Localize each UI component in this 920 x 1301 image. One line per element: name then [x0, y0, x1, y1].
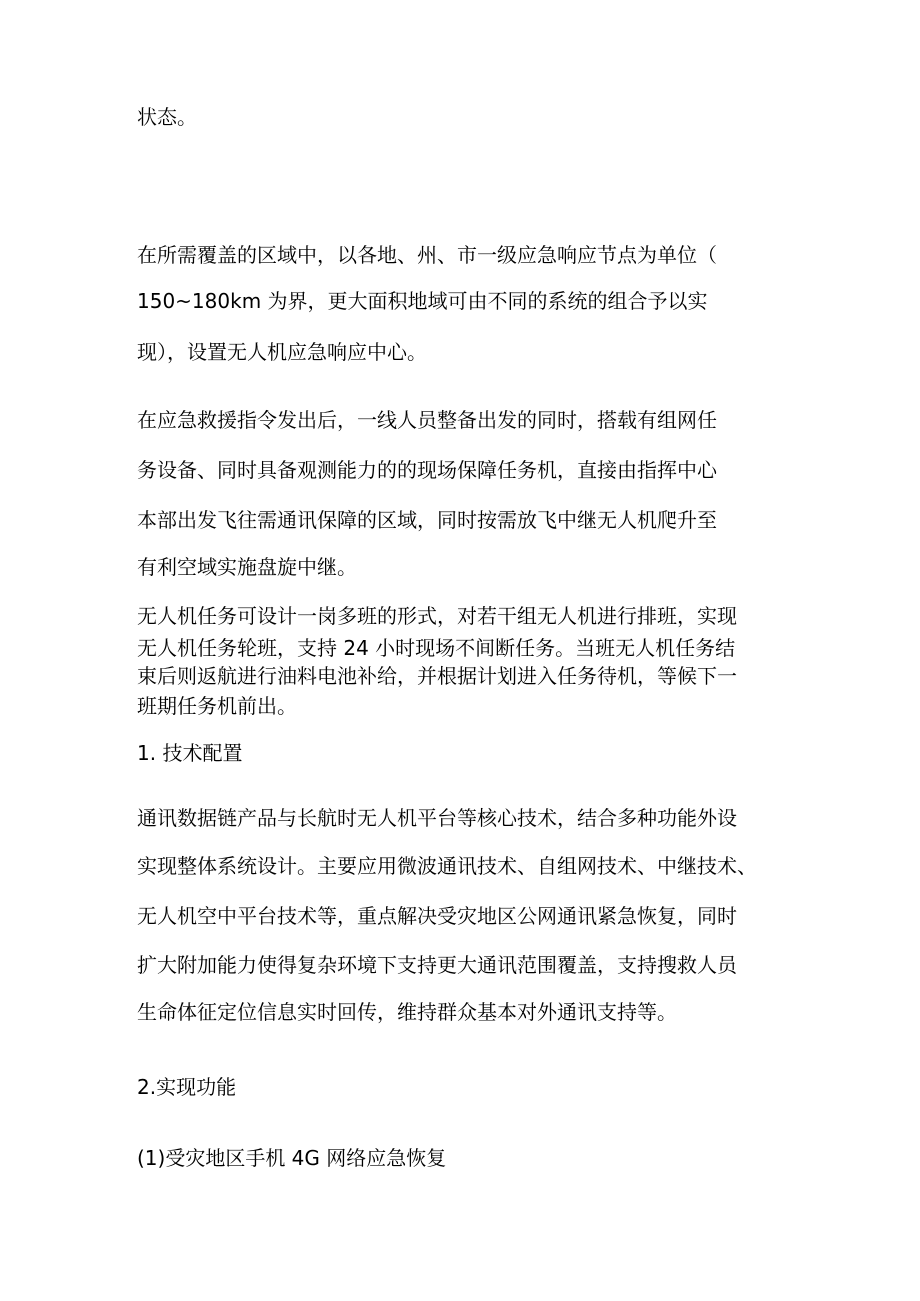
- paragraph-line: 无人机任务可设计一岗多班的形式，对若干组无人机进行排班，实现: [137, 604, 737, 628]
- paragraph-line: 本部出发飞往需通讯保障的区域，同时按需放飞中继无人机爬升至: [137, 508, 717, 532]
- paragraph-line: 在所需覆盖的区域中，以各地、州、市一级应急响应节点为单位（: [137, 243, 717, 267]
- paragraph-line: 有利空域实施盘旋中继。: [137, 555, 357, 579]
- paragraph-line: 150~180km 为界，更大面积地域可由不同的系统的组合予以实: [137, 289, 708, 313]
- section-heading: 2.实现功能: [137, 1075, 237, 1099]
- paragraph-line: 扩大附加能力使得复杂环境下支持更大通讯范围覆盖，支持搜救人员: [137, 953, 737, 977]
- paragraph-line: 务设备、同时具备观测能力的的现场保障任务机，直接由指挥中心: [137, 458, 717, 482]
- paragraph-line: 班期任务机前出。: [137, 694, 297, 718]
- paragraph-line: 无人机空中平台技术等，重点解决受灾地区公网通讯紧急恢复，同时: [137, 904, 737, 928]
- paragraph-line: 生命体征定位信息实时回传，维持群众基本对外通讯支持等。: [137, 1000, 677, 1024]
- paragraph-line: 束后则返航进行油料电池补给，并根据计划进入任务待机，等候下一: [137, 664, 737, 688]
- section-heading: 1. 技术配置: [137, 741, 243, 765]
- paragraph-line: 现），设置无人机应急响应中心。: [137, 340, 427, 364]
- paragraph-line: 通讯数据链产品与长航时无人机平台等核心技术，结合多种功能外设: [137, 806, 737, 830]
- subsection-heading: (1)受灾地区手机 4G 网络应急恢复: [137, 1146, 447, 1170]
- paragraph-line: 实现整体系统设计。主要应用微波通讯技术、自组网技术、中继技术、: [137, 854, 757, 878]
- paragraph-line: 状态。: [137, 105, 197, 129]
- paragraph-line: 无人机任务轮班，支持 24 小时现场不间断任务。当班无人机任务结: [137, 636, 736, 660]
- paragraph-line: 在应急救援指令发出后，一线人员整备出发的同时，搭载有组网任: [137, 408, 717, 432]
